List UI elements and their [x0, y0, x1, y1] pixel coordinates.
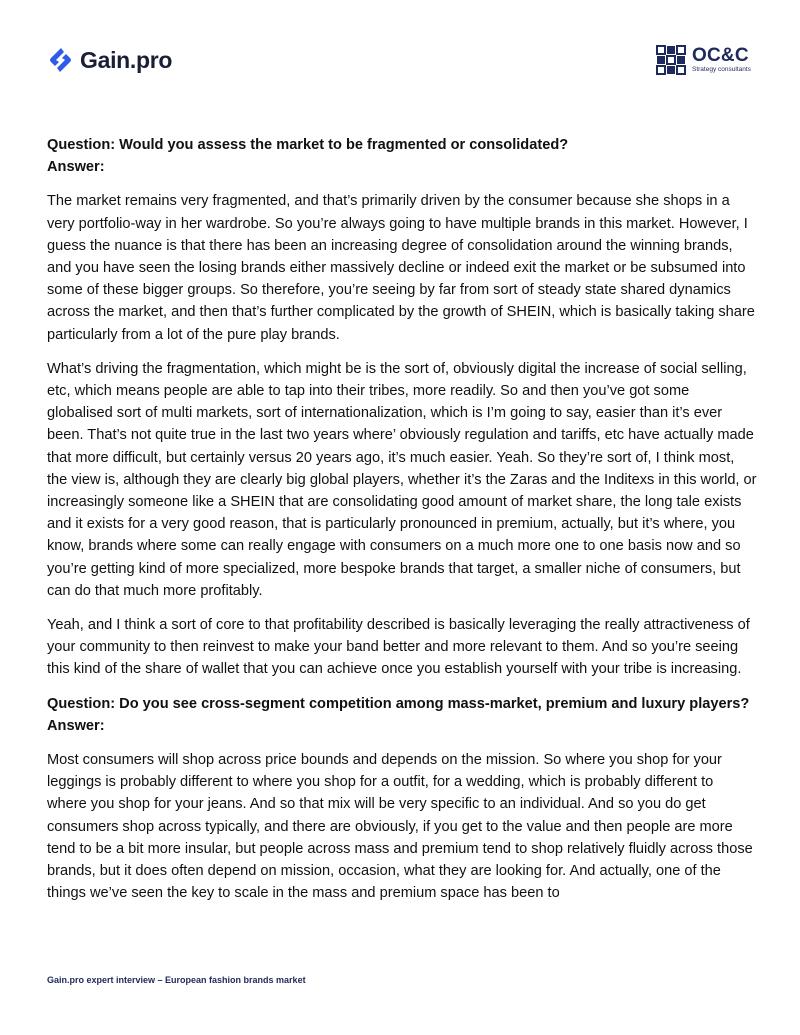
- qa-section-1: [47, 134, 757, 681]
- page-header: [0, 0, 800, 110]
- gain-pro-logo: [47, 46, 172, 74]
- question-heading: Question: Would you assess the market to be fragmented or consolidated?: [47, 137, 569, 153]
- qa-section-2: [47, 693, 757, 905]
- page-footer: Gain.pro expert interview – European fashion brands market: [47, 975, 306, 985]
- question-heading: Question: Do you see cross-segment competition among mass-market, premium and luxury players?: [47, 695, 750, 712]
- answer-label: Answer:: [47, 159, 105, 176]
- answer-paragraph: The market remains very fragmented, and that’s primarily driven by the consumer because she shops in a very portfolio-way in her wardrobe. So you’re always going to have multiple brands in this market. However, I guess the nuance is that there has been an increasing degree of consolidation around the winning brands, and you have seen the losing brands either massively decline or indeed exit the market or be subsumed into some of these bigger groups. So therefore, you’re seeing by far from sort of steady state shared dynamics across the market, and then that’s further complicated by the growth of SHEIN, which is basically taking share particularly from a lot of the pure play brands.: [47, 193, 755, 343]
- interview-content: [47, 134, 757, 917]
- answer-paragraph: What’s driving the fragmentation, which might be is the sort of, obviously digital the increase of social selling, etc, which means people are able to tap into their tribes, more readily. So and then you’ve got some globalised sort of multi markets, sort of internationalization, which is I’m going to say, easier than it’s ever been. That’s not quite true in the last two years where’ obviously regulation and tariffs, etc have actually made that more difficult, but certainly versus 20 years ago, it’s much easier. Yeah. So they’re sort of, I think most, the view is, although they are clearly big global players, whether it’s the Zaras and the Inditexs in this world, or increasingly someone like a SHEIN that are consolidating good amount of market share, the long tale exists and it exists for a very good reason, that is particularly pronounced in premium, actually, but it’s where, you know, brands where some can really engage with consumers on a much more one to one basis now and so you’re getting kind of more specialized, more bespoke brands that target, a smaller niche of consumers, but can do that much more profitably.: [47, 360, 757, 599]
- occ-logo-name: OC&C: [692, 45, 749, 67]
- gain-logo-icon: [47, 46, 74, 74]
- occ-logo: [656, 45, 751, 75]
- occ-logo-tagline: Strategy consultants: [692, 66, 751, 74]
- answer-label: Answer:: [47, 717, 105, 734]
- answer-paragraph: Yeah, and I think a sort of core to that profitability described is basically leveraging the really attractiveness of your community to then reinvest to make your band better and more relevant to them. And so you’re seeing this kind of the share of wallet that you can achieve once you establish yourself with your tribe is increasing.: [47, 617, 750, 678]
- occ-logo-text: [692, 46, 751, 74]
- occ-grid-icon: [656, 45, 686, 75]
- gain-logo-text: Gain.pro: [80, 46, 173, 73]
- answer-paragraph: Most consumers will shop across price bounds and depends on the mission. So where you shop for your leggings is probably different to where you shop for a outfit, for a wedding, which is probably different to where you shop for your jeans. And so that mix will be very specific to an individual. And so you do get consumers shop across typically, and there are obviously, if you get to the value and then people are more tend to be a bit more insular, but people across mass and premium tend to shop relatively fluidly across those brands, but it does often depend on mission, occasion, what they are looking for. And actually, one of the things we’ve seen the key to scale in the mass and premium space has been to: [47, 752, 753, 902]
